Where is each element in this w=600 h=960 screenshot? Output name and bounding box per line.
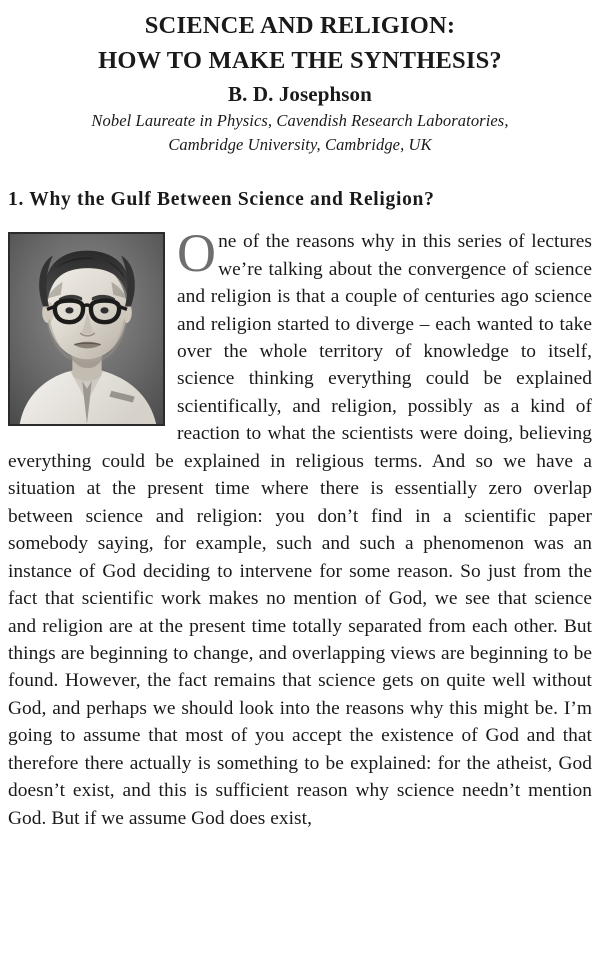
drop-cap-letter: O bbox=[177, 223, 217, 284]
affiliation-line-1: Nobel Laureate in Physics, Cavendish Research Laboratories, bbox=[91, 111, 509, 130]
page-title-line-1: SCIENCE AND RELIGION: bbox=[144, 12, 456, 39]
page-title-line-2: HOW TO MAKE THE SYNTHESIS? bbox=[98, 47, 502, 74]
body-paragraph-text: ne of the reasons why in this series of lectures we’re talking about the convergence of science and religion is that a couple of centuries ago science and religion started to diverge – each wanted to take over the whole territory of knowledge to itself, science thinking everything could be explained scientifically, and religion, possibly as a kind of reaction to what the scientists were doing, believing everything could be explained in religious terms. And so we have a situation at the present time where there is essentially zero overlap between science and religion: you don’t find in a scientific paper somebody saying, for example, such and such a phenomenon was an instance of God deciding to intervene for some reason. So just from the fact that scientific work makes no mention of God, we see that science and religion are at the present time totally separated from each other. But things are beginning to change, and overlapping views are beginning to be found. However, the fact remains that science gets on quite well without God, and perhaps we should look into the reasons why this might be. I’m going to assume that most of you accept the existence of God and that therefore there actually is something to be explained: for the atheist, God doesn’t exist, and this is sufficient reason why science needn’t mention God. But if we assume God does exist, bbox=[8, 231, 592, 829]
title-block bbox=[8, 0, 592, 157]
author-name: B. D. Josephson bbox=[228, 82, 372, 106]
author-portrait-photo bbox=[8, 232, 165, 426]
affiliation-line-2: Cambridge University, Cambridge, UK bbox=[168, 135, 432, 154]
section-heading: 1. Why the Gulf Between Science and Religion? bbox=[8, 189, 435, 210]
body-paragraph bbox=[8, 223, 592, 832]
